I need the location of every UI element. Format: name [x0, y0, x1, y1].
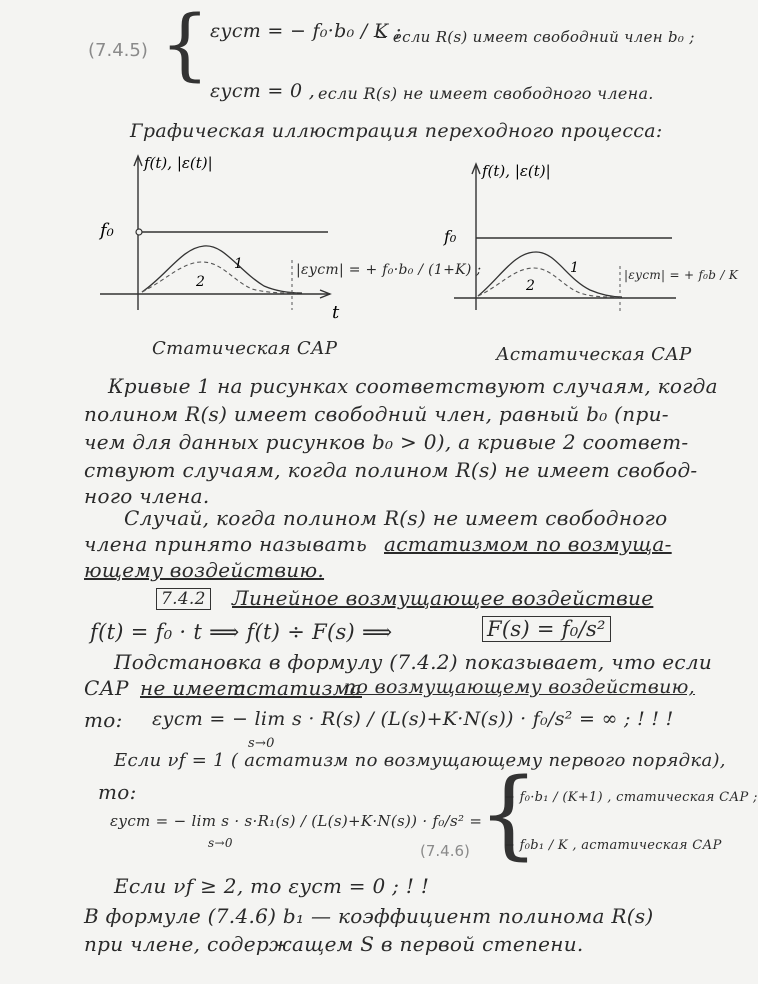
paragraph3-line2c: астатизма — [234, 676, 362, 700]
equation-error-first-order: εуст = − lim s · s·R₁(s) / (L(s)+K·N(s)) · f₀/s² = — [110, 812, 483, 830]
section-number: 7.4.2 — [156, 588, 211, 610]
paragraph1-line2: полином R(s) имеет свободний член, равный b₀ (при- — [84, 402, 669, 426]
paragraph5: Если νf ≥ 2, то εуст = 0 ; ! ! — [114, 874, 430, 898]
equation-label-746: (7.4.6) — [420, 842, 470, 860]
system-brace: { — [160, 0, 210, 90]
paragraph1-line3: чем для данных рисунков b₀ > 0), а кривые 2 соответ- — [84, 430, 689, 454]
right-caption: Астатическая САР — [496, 344, 692, 365]
right-curve-1-label: 1 — [570, 260, 579, 276]
left-curve-1-label: 1 — [234, 256, 243, 272]
case-astatic: − f₀b₁ / K , астатическая САР — [504, 838, 722, 853]
formula-linear-input: f(t) = f₀ · t ⟹ f(t) ÷ F(s) ⟹ — [90, 620, 393, 644]
paragraph2-line2: члена принято называть — [84, 532, 368, 556]
left-curve-2 — [142, 262, 297, 293]
section-title: Линейное возмущающее воздействие — [232, 586, 654, 610]
equation-label-745: (7.4.5) — [88, 40, 148, 61]
right-f0-label: f₀ — [444, 227, 457, 246]
paragraph3-line3a: то: — [84, 708, 123, 732]
paragraph3-line1: Подстановка в формулу (7.4.2) показывает, что если — [114, 650, 713, 674]
paragraph6-line2: при члене, содержащем S в первой степени. — [84, 932, 584, 956]
paragraph6-line1: В формуле (7.4.6) b₁ — коэффициент полинома R(s) — [84, 904, 654, 928]
right-curve-1 — [478, 252, 622, 297]
paragraph2-highlight1: астатизмом по возмуща- — [384, 532, 672, 556]
left-steady-state-annotation: |εуст| = + f₀·b₀ / (1+K) ; — [296, 262, 482, 278]
paragraph4-line1: Если νf = 1 ( астатизм по возмущающему первого порядка), — [114, 750, 726, 771]
system-line1-condition: − если R(s) имеет свободний член b₀ ; — [375, 28, 695, 46]
system-line2-condition: если R(s) не имеет свободного члена. — [318, 84, 654, 103]
left-t-label: t — [332, 302, 340, 323]
right-steady-state-annotation: |εуст| = + f₀b / K — [624, 268, 739, 282]
static-sar-graph — [92, 150, 342, 340]
left-caption: Статическая САР — [152, 338, 338, 359]
case-static: − f₀·b₁ / (K+1) , статическая САР ; — [504, 790, 758, 805]
right-y-label: f(t), |ε(t)| — [482, 162, 551, 180]
left-curve-1 — [142, 246, 302, 293]
astatic-sar-graph — [440, 160, 690, 340]
paragraph3-line2a: САР — [84, 676, 129, 700]
equation-error-infinite: εуст = − lim s · R(s) / (L(s)+K·N(s)) · f₀/s² = ∞ ; ! ! ! — [152, 708, 674, 730]
left-f0-point — [136, 229, 142, 235]
system-line2-equation: εуст = 0 , — [210, 80, 316, 102]
left-f0-label: f₀ — [100, 220, 114, 241]
right-curve-2-label: 2 — [526, 278, 535, 294]
paragraph1-line5: ного члена. — [84, 484, 210, 508]
paragraph2-highlight2: ющему воздействию. — [84, 558, 325, 582]
equation-error-first-order-limit: s→0 — [208, 836, 233, 850]
paragraph1-line1: Кривые 1 на рисунках соответствуют случаям, когда — [108, 374, 718, 398]
formula-laplace-boxed: F(s) = f₀/s² — [482, 616, 611, 642]
cases-brace: { — [478, 758, 540, 870]
system-line1-equation: εуст = − f₀·b₀ / K ; — [210, 20, 402, 42]
graphs-heading: Графическая иллюстрация переходного процесса: — [130, 120, 663, 142]
paragraph3-line2b: не имеет — [140, 676, 246, 700]
left-y-label: f(t), |ε(t)| — [144, 154, 213, 172]
paragraph2-line1: Случай, когда полином R(s) не имеет свободного — [124, 506, 668, 530]
left-curve-2-label: 2 — [196, 274, 205, 290]
paragraph4-line2a: то: — [98, 780, 137, 804]
equation-error-infinite-limit: s→0 — [248, 736, 275, 751]
paragraph3-line2d: по возмущающему воздействию, — [344, 676, 696, 698]
paragraph1-line4: ствуют случаям, когда полином R(s) не имеет свобод- — [84, 458, 698, 482]
